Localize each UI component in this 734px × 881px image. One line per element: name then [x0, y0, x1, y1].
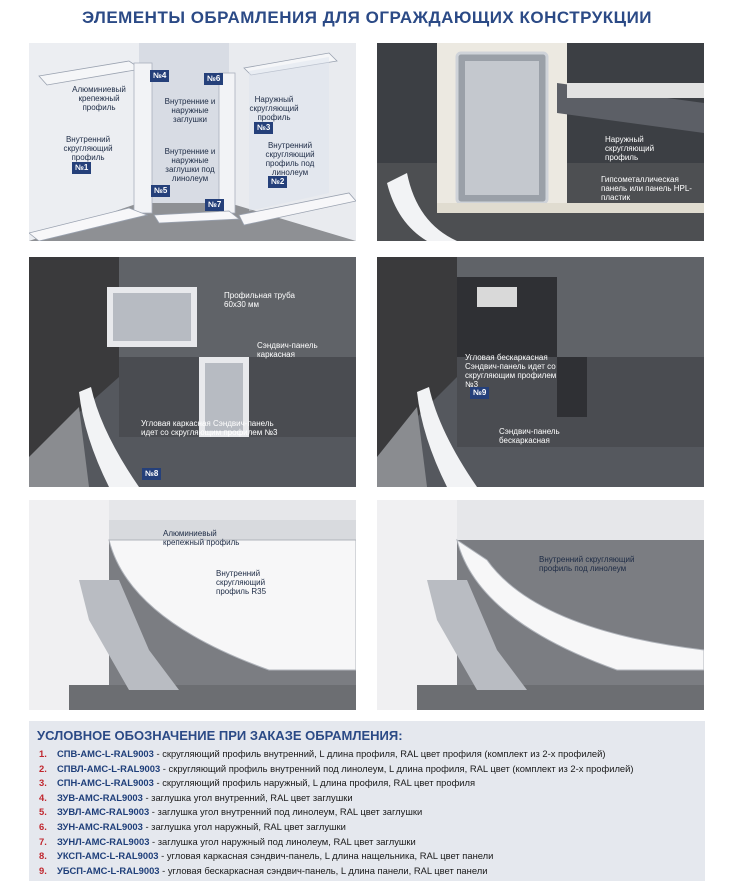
legend-item-number: 7.: [39, 835, 47, 847]
legend-item-code: УБСП-АМС-L-RAL9003: [57, 864, 160, 876]
panel-outer-profile-closeup: [377, 43, 704, 241]
label-sandwich-frame: Сэндвич-панель каркасная: [257, 341, 318, 359]
legend-list: [39, 747, 634, 878]
legend-item-text: - заглушка угол внутренний, RAL цвет заглушки: [142, 791, 353, 803]
legend-item-number: 8.: [39, 850, 47, 862]
legend-item-number: 4.: [39, 791, 47, 803]
legend-item: [39, 820, 634, 835]
legend-item-code: ЗУНЛ-АМС-RAL9003: [57, 835, 150, 847]
legend-item-text: - угловая бескаркасная сэндвич-панель, L длина панели, RAL цвет панели: [159, 864, 488, 876]
legend-item-number: 6.: [39, 820, 47, 832]
label-aluminum-profile: Алюминиевый крепежный профиль: [72, 85, 126, 112]
tag-n7: №7: [205, 199, 224, 211]
label-outer-rounding-profile: Наружный скругляющий профиль: [249, 95, 299, 122]
tag-n2: №2: [268, 176, 287, 188]
legend-item-text: - заглушка угол наружный под линолеум, RAL цвет заглушки: [149, 835, 416, 847]
legend-item: [39, 762, 634, 777]
legend-item-number: 2.: [39, 762, 47, 774]
legend-item: [39, 805, 634, 820]
label-inner-profile-r35: Внутренний скругляющий профиль R35: [216, 569, 267, 596]
legend-item-code: СПВ-АМС-L-RAL9003: [57, 748, 154, 759]
page-title: ЭЛЕМЕНТЫ ОБРАМЛЕНИЯ ДЛЯ ОГРАЖДАЮЩИХ КОНСТРУКЦИИ: [81, 8, 653, 27]
legend-title: УСЛОВНОЕ ОБОЗНАЧЕНИЕ ПРИ ЗАКАЗЕ ОБРАМЛЕНИЯ:: [37, 728, 403, 743]
label-corner-frame: Угловая каркасная Сэндвич-панель идет со скругляющим профилем №3: [141, 419, 278, 437]
tag-n9: №9: [470, 387, 489, 399]
legend-item-code: ЗУВ-АМС-RAL9003: [57, 791, 143, 803]
label-profile-tube: Профильная труба 60x30 мм: [224, 291, 295, 309]
legend-item-number: 9.: [39, 864, 47, 876]
legend-item-text: - угловая каркасная сэндвич-панель, L длина нащельника, RAL цвет панели: [158, 850, 494, 862]
legend-item-number: 5.: [39, 806, 47, 818]
legend-item-number: 1.: [39, 748, 47, 759]
panel-inner-profile-r35: [29, 500, 356, 710]
panel-inner-profile-linoleum: [377, 500, 704, 710]
tag-n8: №8: [142, 468, 161, 480]
legend-item: [39, 776, 634, 791]
legend-item-text: - скругляющий профиль внутренний под линолеум, L длина профиля, RAL цвет (комплект из 2-х профилей): [160, 762, 634, 774]
label-sandwich-frameless: Сэндвич-панель бескаркасная: [499, 427, 560, 445]
legend-item-text: - скругляющий профиль внутренний, L длина профиля, RAL цвет профиля (комплект из 2-х профилей): [153, 748, 606, 759]
legend-item: [39, 835, 634, 850]
order-legend: [29, 721, 705, 881]
label-gypsum-panel: Гипсометаллическая панель или панель HPL-пластик: [601, 175, 692, 202]
frame-sandwich-illustration: [29, 257, 356, 487]
legend-item: [39, 747, 634, 762]
legend-item-code: УКСП-АМС-L-RAL9003: [57, 850, 159, 862]
tag-n5: №5: [151, 185, 170, 197]
panel-frameless-sandwich: [377, 257, 704, 487]
label-aluminum-profile-r35: Алюминиевый крепежный профиль: [163, 529, 240, 547]
tag-n6: №6: [204, 73, 223, 85]
label-inner-rounding-profile-linoleum: Внутренний скругляющий профиль под линолеум: [265, 141, 315, 177]
label-corner-frameless: Угловая бескаркасная Сэндвич-панель идет со скругляющим профилем №3: [465, 353, 557, 389]
tag-n3: №3: [254, 122, 273, 134]
legend-item: [39, 864, 634, 879]
legend-item: [39, 791, 634, 806]
panel-room-corner-overview: [29, 43, 356, 241]
label-inner-profile-linoleum: Внутренний скругляющий профиль под линолеум: [539, 555, 635, 573]
legend-item-number: 3.: [39, 777, 47, 789]
tag-n4: №4: [150, 70, 169, 82]
tag-n1: №1: [72, 162, 91, 174]
label-inner-rounding-profile: Внутренний скругляющий профиль: [63, 135, 113, 162]
label-inner-outer-caps: Внутренние и наружные заглушки: [164, 97, 216, 124]
legend-item-text: - заглушка угол внутренний под линолеум, RAL цвет заглушки: [149, 806, 423, 818]
legend-item-code: СПН-АМС-L-RAL9003: [57, 777, 154, 789]
legend-item-code: ЗУВЛ-АМС-RAL9003: [57, 806, 150, 818]
legend-item-text: - заглушка угол наружный, RAL цвет заглушки: [142, 820, 346, 832]
legend-item-text: - скругляющий профиль наружный, L длина профиля, RAL цвет профиля: [153, 777, 476, 789]
legend-item: [39, 849, 634, 864]
label-inner-outer-caps-linoleum: Внутренние и наружные заглушки под линолеум: [164, 147, 216, 183]
panel-frame-sandwich: [29, 257, 356, 487]
legend-item-code: СПВЛ-АМС-L-RAL9003: [57, 762, 161, 774]
label-outer-profile: Наружный скругляющий профиль: [605, 135, 655, 162]
legend-item-code: ЗУН-АМС-RAL9003: [57, 820, 143, 832]
inner-profile-linoleum-illustration: [377, 500, 704, 710]
